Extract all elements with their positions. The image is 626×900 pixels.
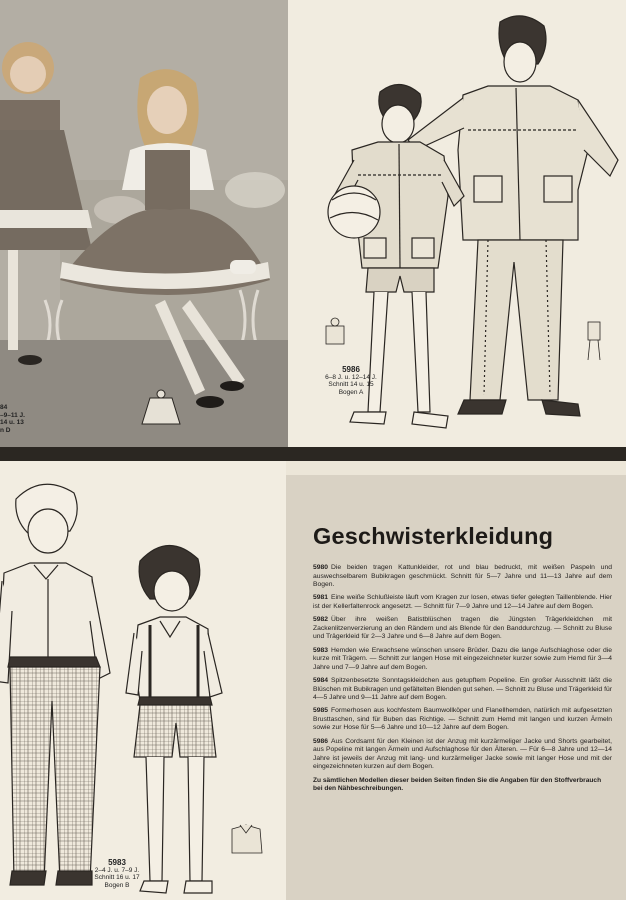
article-paragraph xyxy=(313,677,612,703)
paragraph-number: 5981 xyxy=(313,594,329,602)
article-paragraph xyxy=(313,564,612,590)
photo-caption-line: –9–11 J. xyxy=(0,411,25,419)
photo-caption-line: n D xyxy=(0,426,11,434)
model-line: Bogen A xyxy=(338,388,364,396)
illustration-boys-suits xyxy=(288,0,626,447)
model-line: 2–4 J. u. 7–9 J. xyxy=(94,866,140,874)
photo-caption-line: 14 u. 13 xyxy=(0,419,24,426)
paragraph-number: 5982 xyxy=(313,616,329,624)
paragraph-text: Aus Cordsamt für den Kleinen ist der Anzug mit kurzärmeliger Jacke und Shorts gearbeitet, aus Popeline mit langen Ärmeln und Aufschlaghose für den Älteren. — Für 6—8 Jahre und 12—14 Jahre ist jeweils der Anzug mit lang- und kurzärmeliger Jacke sowie mit langer Hose und mit der eingezeichneten kurzen auf dem Bogen. xyxy=(313,737,612,771)
page-divider xyxy=(0,447,626,461)
article-paragraph xyxy=(313,738,612,772)
model-line: Schnitt 16 u. 17 xyxy=(94,874,140,882)
photo-caption-line: 84 xyxy=(0,404,8,411)
model-line: 6–8 J. u. 12–14 J. xyxy=(325,373,377,381)
article-paragraph xyxy=(313,616,612,642)
paragraph-text: Die beiden tragen Kattunkleider, rot und blau bedruckt, mit weißen Paspeln und auswechselbarem Bubikragen geschmückt. Schnitt für 5—7 Jahre und 11—13 Jahre auf dem Bogen. xyxy=(313,564,612,589)
article-footnote: Zu sämtlichen Modellen dieser beiden Seiten finden Sie die Angaben für den Stoffverbrauch bei den Nähbeschreibungen. xyxy=(313,776,602,793)
article-paragraph xyxy=(313,707,612,733)
model-number: 5986 xyxy=(342,365,360,374)
model-label-5983 xyxy=(86,859,148,889)
model-label-5986 xyxy=(316,366,386,396)
paragraph-text: Spitzenbesetzte Sonntagskleidchen aus getupftem Popeline. Ein großer Ausschnitt läßt die Blüschen mit Bubikragen und gefältelten Blenden gut sehen. — Schnitt zu Bluse und Trägerkleid für 4—5 Jahre und 9—11 Jahre auf dem Bogen. xyxy=(313,676,612,702)
paragraph-text: Formerhosen aus kochfestem Baumwollköper und Flanellhemden, natürlich mit aufgesetzten Brusttaschen, sind für Buben das Richtige. — Schnitt zum Hemd mit langen und kurzen Ärmeln sowie zur Hose für 5—6 Jahre und 10—12 Jahre auf dem Bogen. xyxy=(313,707,612,732)
photo-caption xyxy=(0,404,40,434)
article-paragraph xyxy=(313,647,612,673)
paragraph-number: 5983 xyxy=(313,646,329,654)
model-line: Bogen B xyxy=(104,881,130,889)
paragraph-number: 5986 xyxy=(313,737,329,745)
model-line: Schnitt 14 u. 15 xyxy=(328,381,374,389)
paragraph-text: Über ihre weißen Batistblüschen tragen die Jüngsten Trägerkleidchen mit Zackenlitzenverzierung an den Rändern und als Blende für den Banddurchzug. — Schnitt zu Bluse und Trägerkleid für 2—3 Jahre und 6—8 Jahre auf dem Bogen. xyxy=(313,616,612,641)
article-heading: Geschwisterkleidung xyxy=(313,523,554,549)
photo-girls-dresses xyxy=(0,0,288,447)
article-panel xyxy=(286,475,626,900)
illustration-boys-shirts xyxy=(0,461,286,900)
paragraph-number: 5984 xyxy=(313,676,329,684)
photo-illustration xyxy=(0,0,288,447)
paragraph-number: 5980 xyxy=(313,564,329,571)
model-number: 5983 xyxy=(108,858,126,867)
paragraph-number: 5985 xyxy=(313,707,329,715)
boys-shirts-drawing xyxy=(0,461,286,900)
article-paragraph xyxy=(313,594,612,611)
paragraph-text: Eine weiße Schlußleiste läuft vom Kragen zur losen, etwas tiefer gelegten Taillenblende. Hier ist der Kellerfaltenrock angesetzt. — Schnitt für 7—9 Jahre und 12—14 Jahre auf dem Bogen. xyxy=(313,594,612,610)
paragraph-text: Hemden wie Erwachsene wünschen unsere Brüder. Dazu die lange Aufschlaghose oder die kurze mit Trägern. — Schnitt zur langen Hose mit eingezeichneter kurzer sowie zum Hemd für 3—4 Jahre und 7—9 Jahre auf dem Bogen. xyxy=(313,646,612,671)
